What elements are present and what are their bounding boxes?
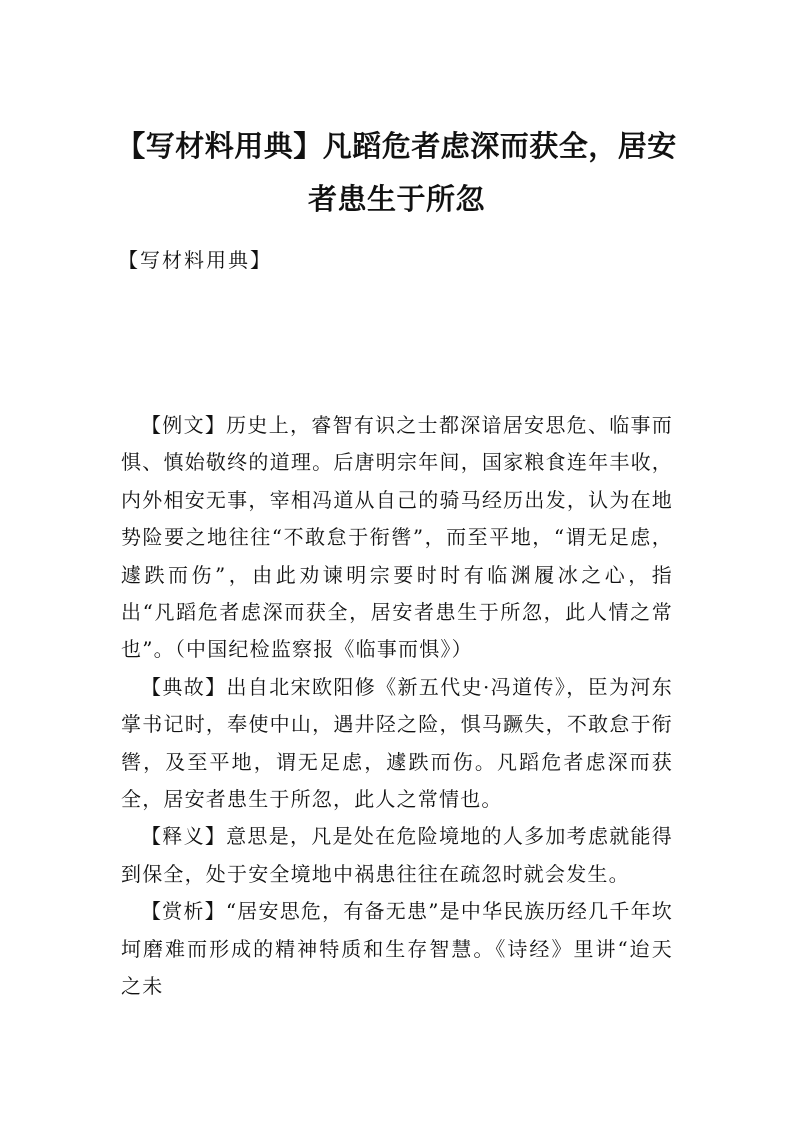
paragraph-meaning bbox=[121, 818, 673, 893]
paragraph-text: 意思是，凡是处在危险境地的人多加考虑就能得到保全，处于安全境地中祸患往往在疏忽时就会发生。 bbox=[121, 824, 673, 886]
subtitle-tag: 【写材料用典】 bbox=[118, 248, 272, 272]
paragraph-tag: 【释义】 bbox=[141, 824, 227, 849]
paragraph-text: “居安思危，有备无患”是中华民族历经几千年坎坷磨难而形成的精神特质和生存智慧。《诗经》里讲“迨天之未 bbox=[121, 899, 673, 999]
paragraph-example bbox=[121, 407, 673, 669]
paragraph-tag: 【赏析】 bbox=[141, 899, 226, 924]
paragraph-tag: 【典故】 bbox=[141, 674, 227, 699]
paragraph-text: 出自北宋欧阳修《新五代史·冯道传》，臣为河东掌书记时，奉使中山，遇井陉之险，惧马蹶失，不敢怠于衔辔，及至平地，谓无足虑，遽跌而伤。凡蹈危者虑深而获全，居安者患生于所忽，此人之常情也。 bbox=[121, 674, 673, 812]
paragraph-appreciation bbox=[121, 893, 673, 1005]
paragraph-allusion bbox=[121, 669, 673, 819]
paragraph-tag: 【例文】 bbox=[141, 413, 227, 437]
paragraph-text: 历史上，睿智有识之士都深谙居安思危、临事而惧、慎始敬终的道理。后唐明宗年间，国家粮食连年丰收，内外相安无事，宰相冯道从自己的骑马经历出发，认为在地势险要之地往往“不敢怠于衔辔”，而至平地，“谓无足虑，遽跌而伤”，由此劝谏明宗要时时有临渊履冰之心，指出“凡蹈危者虑深而获全，居安者患生于所忽，此人情之常也”。（中国纪检监察报《临事而惧》） bbox=[121, 413, 673, 662]
page-title: 【写材料用典】凡蹈危者虑深而获全，居安者患生于所忽 bbox=[116, 129, 677, 216]
document-body bbox=[121, 407, 673, 1006]
